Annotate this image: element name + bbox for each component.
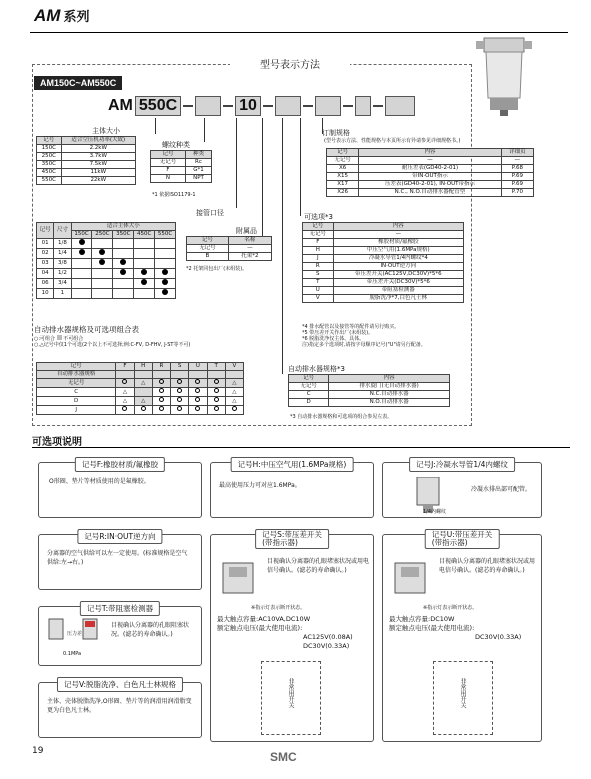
combo-legend: ○:可组合 不可组合 <box>34 336 84 342</box>
header-rule <box>30 32 568 33</box>
custom-label: 订制规格 <box>322 129 350 137</box>
drain-label: 自动排水器规格*3 <box>288 365 345 373</box>
custom-table: 记号 内容 详细页 无记号 — — X6 耐压差表(GD40-2-01) P.68 X15 带IN·OUT指示 P.69 X17 压差表(GD40-2-01), IN·OUT带指示 P.69 X26 N.C., N.O.自动排水器配管型 P.70 <box>326 148 534 197</box>
model-code-diagram <box>108 96 415 116</box>
option-u-box: 记号U:带压差开关 (带指示器) 目视确认分离器的孔眼堵塞状况或用电信号确认。(滤芯的寿命确认。) ※指示灯表示断开状态。 最大触点容量:DC10W 额定触点电压(最大使用电流): DC30V(0.33A) 非常用开关 <box>382 534 542 742</box>
switch-circuit-dc: 非常用开关 <box>433 661 493 735</box>
model-section-title: 型号表示方法 <box>230 56 350 71</box>
smc-logo: SMC <box>270 750 297 764</box>
option-f-box: 记号F:橡胶材质/氟橡胶 O形圈、垫片等材质使用的是氟橡胶。 <box>38 462 202 518</box>
model-size-box: 550C <box>135 96 181 116</box>
port-table: 记号 尺寸 适合主体大小 150C 250C 350C 450C 550C 01 1/8 02 1/4 03 3/8 04 1/2 06 3/4 10 1 <box>36 222 176 299</box>
option-r-box: 记号R:IN·OUT逆方向 分离器的空气供给可以左一定使用。(标准规格是空气供给:左→右。) <box>38 534 202 590</box>
model-prefix: AM <box>108 97 133 114</box>
series-title: AM 系列 <box>34 6 90 25</box>
options-table: 记号 内容 无记号 — F 橡胶材质/氟橡胶 H 中压空气用(1.6MPa规格) J 冷凝水导管1/4内螺纹*4 R IN·OUT逆方向 S 带压差开关(AC125V,DC30V)*5*6 T 带压差开关(DC30V)*5*6 U 带阻塞检测器 V 脱脂洗净*7,白色凡士林 <box>302 222 464 303</box>
model-drain-box <box>315 96 341 116</box>
switch-circuit: 非常用开关 <box>261 661 321 735</box>
thread-label: 螺纹种类 <box>162 141 190 149</box>
option-s-box: 记号S:带压差开关 (带指示器) 目视确认分离器的孔眼堵塞状况或用电信号确认。(滤芯的寿命确认。) ※指示灯表示断开状态。 最大触点容量:AC10VA,DC10W 额定触点电压(最大使用电流): AC125V(0.08A) DC30V(0.33A) 非常用开关 <box>210 534 374 742</box>
drain-table: 记号 内容 无记号 排水旋门(无自动排水器) C N.C.自动排水器 D N.O.自动排水器 <box>288 374 450 407</box>
clog-indicator-icon <box>45 617 67 641</box>
combo-title: 自动排水器规格及可选项组合表 <box>34 325 139 334</box>
model-port-box: 10 <box>235 96 261 116</box>
body-size-label: 主体大小 <box>92 127 120 135</box>
option-j-box: 记号J:冷凝水导管1/4内螺纹 1/4内螺纹 冷凝水排出部可配管。 <box>382 462 542 518</box>
page-number: 19 <box>32 746 44 756</box>
thread-table: 记号 种类 无记号 Rc F G*1 N NPT <box>150 150 212 183</box>
option-t-box: 记号T:带阻塞检测器 压力差 0.1MPa 目视确认分离器的孔眼阻塞状况。(滤芯的寿命确认。) <box>38 606 202 666</box>
option-explain-title: 可选项说明 <box>32 437 82 448</box>
model-accessory-box <box>275 96 301 116</box>
drain-note: *3 自动排水器规格和可选项的组合参见左表。 <box>290 414 393 420</box>
combo-table: 记号 F H R S U T V 自动排水器规格 无记号 △ △ C △ △ D △ △ △ J <box>36 362 244 415</box>
body-size-table: 记号 适合空压机功率(大致) 150C 2.2kW 250C 3.7kW 350C 7.5kW 450C 11kW 550C 22kW <box>36 136 136 185</box>
custom-sublabel: (型号表示方法、性能规格与本页所示有异请参见详细规格书。) <box>324 138 461 144</box>
option-v-box: 记号V:脱脂洗净、白色凡士林规格 主体、壳体脱脂洗净,O形圈、垫片等的润滑用润滑脂变更为白色凡士林。 <box>38 682 202 738</box>
options-label: 可选项*3 <box>304 213 333 221</box>
model-range-tag: AM150C~AM550C <box>34 76 122 90</box>
accessory-label: 附属品 <box>236 227 257 235</box>
combo-legend-note: ○,△记号中仅1个可选(2个以上不可选择;例:C-FV, D-FHV, J-ST等不可) <box>34 342 191 348</box>
clog-indicator-red-icon <box>79 617 101 641</box>
thread-note: *1 依据ISO1179-1 <box>152 192 196 198</box>
model-thread-box <box>195 96 221 116</box>
port-label: 接管口径 <box>196 209 224 217</box>
options-notes: *4 排水配管以及接管等的配件请另行购买。 *5 带压差开关作出厂(未组装)。 *6 脱脂洗净仅主体、具体。 注)指定多个选项时,请按字母顺序记号("U"请另行配备。 <box>302 324 426 348</box>
model-option-box <box>355 96 371 116</box>
accessory-note: *2 托架同包出厂(未组装)。 <box>186 266 248 272</box>
product-filter-icon <box>476 36 532 116</box>
pressure-switch-dc-icon <box>389 559 433 599</box>
accessory-table: 记号 名称 无记号 — B 托架*2 <box>186 236 272 261</box>
pressure-switch-icon <box>217 559 261 599</box>
model-custom-box <box>385 96 415 116</box>
option-h-box: 记号H:中压空气用(1.6MPa规格) 最高使用压力可对应1.6MPa。 <box>210 462 374 518</box>
